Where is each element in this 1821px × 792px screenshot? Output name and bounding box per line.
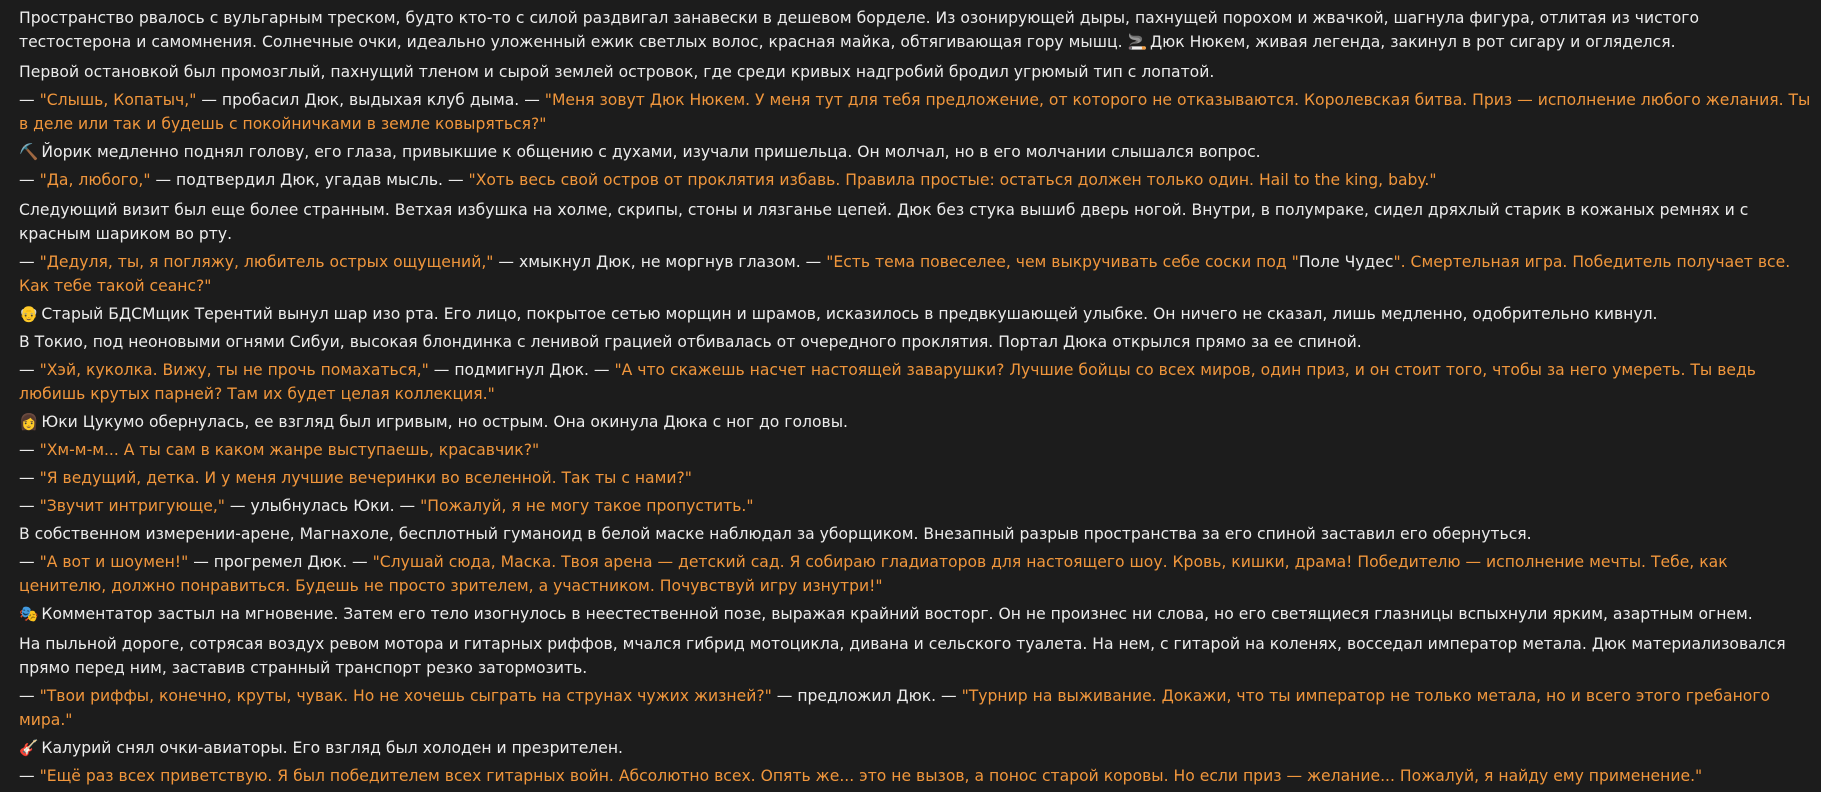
dialogue-line: — "Слышь, Копатыч," — пробасил Дюк, выдыхая клуб дыма. — "Меня зовут Дюк Нюкем. У меня тут для тебя предложение, от которого не отказываются. Королевская битва. Приз — исполнение любого желания. Ты в деле или так и будешь с покойничками в земле ковыряться?" bbox=[19, 91, 1811, 133]
dialogue-line: — "Дедуля, ты, я погляжу, любитель острых ощущений," — хмыкнул Дюк, не моргнув глазом. — "Есть тема повеселее, чем выкручивать себе соски под "Поле Чудес". Смертельная игра. Победитель получает все. Как тебе такой сеанс?" bbox=[19, 253, 1791, 295]
dialogue-line: — "Я ведущий, детка. И у меня лучшие вечеринки во вселенной. Так ты с нами?" bbox=[19, 469, 692, 487]
dialogue-line: — "Да, любого," — подтвердил Дюк, угадав мысль. — "Хоть весь свой остров от проклятия избавь. Правила простые: остаться должен только один. Hail to the king, baby." bbox=[19, 171, 1437, 189]
paragraph-hut: Следующий визит был еще более странным. Ветхая избушка на холме, скрипы, стоны и лязганье цепей. Дюк без стука вышиб дверь ногой. Внутри, в полумраке, сидел дряхлый старик в кожаных ремнях и с красным шариком во рту. bbox=[19, 201, 1749, 243]
masks-icon: 🎭 bbox=[19, 605, 39, 623]
dialogue-line: — "А вот и шоумен!" — прогремел Дюк. — "Слушай сюда, Маска. Твоя арена — детский сад. Я собираю гладиаторов для настоящего шоу. Кровь, кишки, драма! Победителю — исполнение мечты. Тебе, как ценителю, должно понравиться. Будешь не просто зрителем, а участником. Почувствуй игру изнутри!" bbox=[19, 553, 1728, 595]
paragraph-kalury: 🎸 Калурий снял очки-авиаторы. Его взгляд был холоден и презрителен. bbox=[19, 739, 624, 757]
paragraph-commentator: 🎭 Комментатор застыл на мгновение. Затем его тело изогнулось в неестественной позе, выражая крайний восторг. Он не произнес ни слова, но его светящиеся глазницы вспыхнули ярким, азартным огнем. bbox=[19, 605, 1753, 623]
paragraph-tokyo: В Токио, под неоновыми огнями Сибуи, высокая блондинка с ленивой грацией отбивалась от очередного проклятия. Портал Дюка открылся прямо за ее спиной. bbox=[19, 333, 1362, 351]
dialogue-line: — "Хэй, куколка. Вижу, ты не прочь помахаться," — подмигнул Дюк. — "А что скажешь насчет настоящей заварушки? Лучшие бойцы со всех миров, один приз, и он стоит того, чтобы за него умереть. Ты ведь любишь крутых парней? Там их будет целая коллекция." bbox=[19, 361, 1756, 403]
guitar-icon: 🎸 bbox=[19, 739, 39, 757]
dialogue-line: — "Ещё раз всех приветствую. Я был победителем всех гитарных войн. Абсолютно всех. Опять же... это не вызов, а понос старой коровы. Но если приз — желание... Пожалуй, я найду ему применение." bbox=[19, 767, 1703, 785]
cigar-icon: 🚬 bbox=[1127, 33, 1147, 51]
dialogue-line: — "Хм-м-м... А ты сам в каком жанре выступаешь, красавчик?" bbox=[19, 441, 540, 459]
paragraph-island: Первой остановкой был промозглый, пахнущий тленом и сырой землей островок, где среди кривых надгробий бродил угрюмый тип с лопатой. bbox=[19, 63, 1215, 81]
old-man-icon: 👴 bbox=[19, 305, 39, 323]
dialogue-line: — "Звучит интригующе," — улыбнулась Юки. — "Пожалуй, я не могу такое пропустить." bbox=[19, 497, 754, 515]
paragraph-yorick: ⛏️ Йорик медленно поднял голову, его глаза, привыкшие к общению с духами, изучали пришельца. Он молчал, но в его молчании слышался вопрос. bbox=[19, 143, 1261, 161]
woman-icon: 👩 bbox=[19, 413, 39, 431]
paragraph-magnahole: В собственном измерении-арене, Магнахоле, бесплотный гуманоид в белой маске наблюдал за уборщиком. Внезапный разрыв пространства за его спиной заставил его обернуться. bbox=[19, 525, 1532, 543]
paragraph-road: На пыльной дороге, сотрясая воздух ревом мотора и гитарных риффов, мчался гибрид мотоцикла, дивана и сельского туалета. На нем, с гитарой на коленях, восседал император метала. Дюк материализовался прямо перед ним, заставив странный транспорт резко затормозить. bbox=[19, 635, 1786, 677]
paragraph-yuki: 👩 Юки Цукумо обернулась, ее взгляд был игривым, но острым. Она окинула Дюка с ног до головы. bbox=[19, 413, 848, 431]
paragraph-intro: Пространство рвалось с вульгарным треском, будто кто-то с силой раздвигал занавески в дешевом борделе. Из озонирующей дыры, пахнущей порохом и жвачкой, шагнула фигура, отлитая из чистого тестостерона и самомнения. Солнечные очки, идеально уложенный ежик светлых волос, красная майка, обтягивающая гору мышц. 🚬 Дюк Нюкем, живая легенда, закинул в рот сигару и огляделся. bbox=[19, 9, 1700, 51]
paragraph-terenty: 👴 Старый БДСМщик Терентий вынул шар изо рта. Его лицо, покрытое сетью морщин и шрамов, исказилось в предвкушающей улыбке. Он ничего не сказал, лишь медленно, одобрительно кивнул. bbox=[19, 305, 1658, 323]
pickaxe-icon: ⛏️ bbox=[19, 143, 39, 161]
dialogue-line: — "Твои риффы, конечно, круты, чувак. Но не хочешь сыграть на струнах чужих жизней?" — предложил Дюк. — "Турнир на выживание. Докажи, что ты император не только метала, но и всего этого гребаного мира." bbox=[19, 687, 1771, 729]
